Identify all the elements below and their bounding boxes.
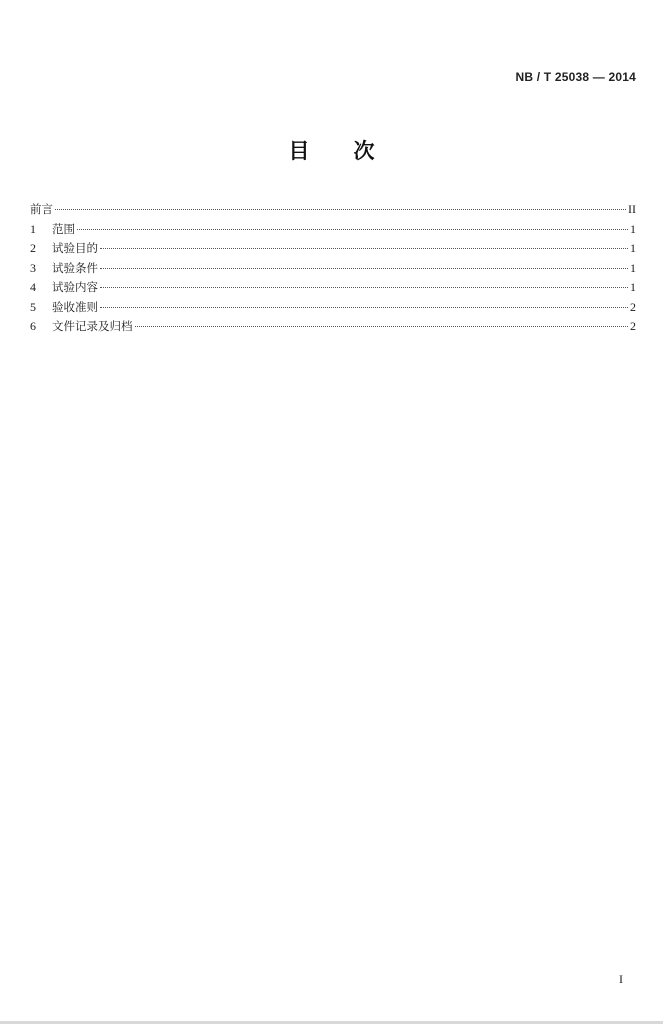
toc-entry-number: 3 [30, 260, 36, 275]
toc-entry-test-purpose[interactable] [30, 239, 636, 259]
toc-leader-dots [135, 326, 629, 327]
toc-entry-scope[interactable] [30, 220, 636, 240]
toc-entry-page: 1 [630, 280, 636, 294]
toc-entry-test-conditions[interactable] [30, 259, 636, 279]
toc-entry-number: 2 [30, 241, 36, 255]
toc-entry-records-archiving[interactable] [30, 317, 636, 337]
toc-entry-label: 试验内容 [52, 280, 98, 294]
toc-entry-test-content[interactable] [30, 278, 636, 298]
toc-entry-page: II [628, 202, 636, 216]
toc-entry-label: 文件记录及归档 [52, 319, 133, 333]
toc-leader-dots [100, 287, 628, 288]
toc-entry-page: 1 [630, 241, 636, 255]
toc-title-char-2: 次 [353, 139, 375, 163]
toc-entry-number: 1 [30, 221, 36, 236]
toc-entry-label: 试验条件 [52, 260, 98, 275]
toc-entry-page: 2 [630, 319, 636, 333]
document-code: NB / T 25038 — 2014 [515, 70, 636, 84]
toc-entry-number: 5 [30, 299, 36, 314]
toc-entry-label: 试验目的 [52, 241, 98, 255]
toc-leader-dots [100, 248, 628, 249]
toc-entry-label: 前言 [30, 202, 53, 216]
toc-entry-number: 4 [30, 280, 36, 294]
toc-leader-dots [55, 209, 626, 210]
toc-entry-page: 2 [630, 299, 636, 314]
toc-list [30, 200, 636, 337]
toc-entry-number: 6 [30, 319, 36, 333]
toc-leader-dots [100, 268, 628, 269]
toc-entry-acceptance-criteria[interactable] [30, 298, 636, 318]
toc-entry-label: 验收准则 [52, 299, 98, 314]
toc-title [0, 135, 663, 165]
page-number: I [619, 972, 623, 986]
toc-leader-dots [100, 307, 628, 308]
toc-title-char-1: 目 [288, 139, 310, 163]
toc-leader-dots [77, 229, 628, 230]
toc-entry-foreword[interactable] [30, 200, 636, 220]
toc-entry-label: 范围 [52, 221, 75, 236]
toc-entry-page: 1 [630, 221, 636, 236]
toc-entry-page: 1 [630, 260, 636, 275]
